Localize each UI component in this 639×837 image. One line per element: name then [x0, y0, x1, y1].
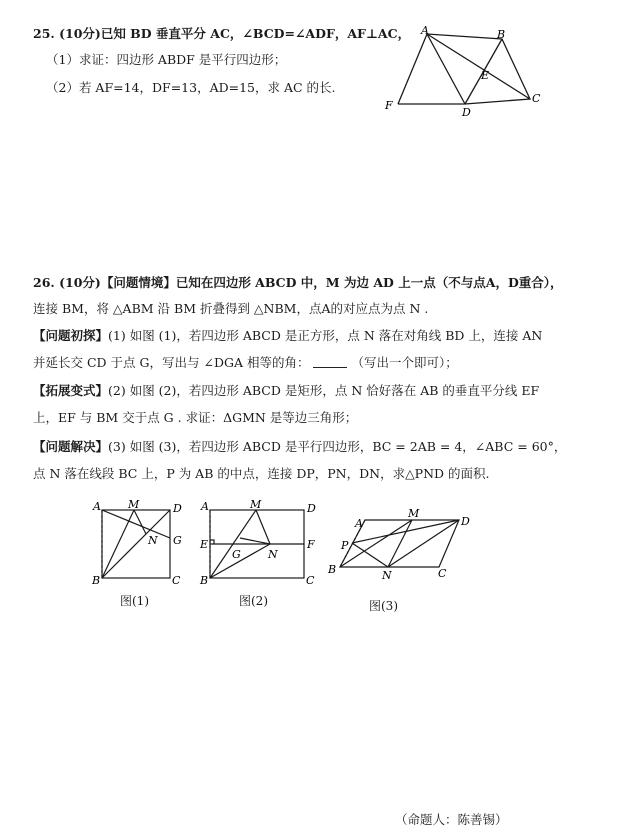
q26-line3	[33, 328, 542, 344]
figure-1	[90, 498, 190, 588]
fig1-diag-BD	[102, 510, 170, 578]
fig1-label-D: D	[173, 502, 182, 515]
fig1-label-N: N	[148, 534, 158, 547]
figure-2-caption: 图(2)	[239, 594, 268, 608]
q26-line1: 26. (10分)【问题情境】已知在四边形 ABCD 中，M 为边 AD 上一点（不与点A，D重合），	[33, 275, 563, 290]
q26-line7	[33, 439, 566, 455]
fig2-label-B: B	[200, 574, 209, 587]
fig3-label-C: C	[438, 567, 447, 580]
fig2-seg-GN	[240, 538, 270, 544]
q26-line4	[33, 355, 458, 371]
figure-3	[322, 505, 487, 595]
q25-line1: 25. (10分)已知 BD 垂直平分 AC，∠BCD=∠ADF，AF⊥AC，	[33, 26, 411, 41]
fig1-seg-MN	[134, 510, 146, 534]
fig2-label-D: D	[307, 502, 316, 515]
figure-3-caption: 图(3)	[369, 599, 398, 613]
q26-line2: 连接 BM，将 △ABM 沿 BM 折叠得到 △NBM，点A的对应点为点 N .	[33, 301, 429, 316]
q25-line2: （1）求证：四边形 ABDF 是平行四边形；	[46, 52, 287, 67]
fig2-seg-MN	[256, 510, 270, 544]
q26-tag-explore: 【问题初探】	[33, 328, 109, 343]
q25-label-D: D	[462, 106, 471, 117]
q26-line4-note: （写出一个即可）；	[351, 355, 458, 370]
figure-2	[198, 498, 323, 588]
fig2-label-E: E	[200, 538, 209, 551]
q26-line8: 点 N 落在线段 BC 上，P 为 AB 的中点，连接 DP，PN，DN，求△PND 的面积.	[33, 466, 490, 481]
figure-1-caption: 图(1)	[120, 594, 149, 608]
q25-label-B: B	[497, 28, 506, 41]
q26-line3-text: (1) 如图 (1)，若四边形 ABCD 是正方形，点 N 落在对角线 BD 上，连接 AN	[108, 328, 543, 343]
fig1-label-G: G	[173, 534, 182, 547]
q25-figure	[375, 22, 550, 117]
q26-line5	[33, 383, 539, 399]
q26-line5-text: (2) 如图 (2)，若四边形 ABCD 是矩形，点 N 恰好落在 AB 的垂直平分线 EF	[108, 383, 540, 398]
q25-label-C: C	[532, 92, 541, 105]
fig3-label-B: B	[328, 563, 337, 576]
q26-tag-extend: 【拓展变式】	[33, 383, 109, 398]
fig3-label-N: N	[382, 569, 392, 582]
q25-line3: （2）若 AF=14，DF=13，AD=15，求 AC 的长.	[46, 80, 336, 95]
fig1-label-A: A	[93, 500, 101, 513]
fig3-label-M: M	[408, 507, 420, 520]
q25-label-E: E	[481, 69, 490, 82]
fig2-label-A: A	[201, 500, 209, 513]
fig1-label-M: M	[128, 498, 140, 511]
q26-line7-text: (3) 如图 (3)，若四边形 ABCD 是平行四边形，BC = 2AB = 4，∠ABC = 60°，	[108, 439, 567, 454]
q25-seg-AD	[427, 34, 465, 104]
fig3-seg-BM	[340, 520, 412, 567]
answer-blank	[313, 355, 347, 368]
fig2-label-C: C	[306, 574, 315, 587]
q26-line6: 上，EF 与 BM 交于点 G . 求证：ΔGMN 是等边三角形；	[33, 410, 358, 425]
fig3-label-D: D	[461, 515, 470, 528]
q26-line4-text: 并延长交 CD 于点 G，写出与 ∠DGA 相等的角：	[33, 355, 310, 370]
q26-tag-solve: 【问题解决】	[33, 439, 109, 454]
q25-outline	[398, 34, 530, 104]
fig3-label-A: A	[355, 517, 363, 530]
q25-label-A: A	[421, 24, 429, 37]
fig3-seg-MN	[388, 520, 412, 567]
fig2-label-N: N	[268, 548, 278, 561]
footer-author: （命题人：陈善锡）	[395, 812, 508, 827]
fig2-label-F: F	[307, 538, 315, 551]
fig2-label-G: G	[232, 548, 241, 561]
fig1-label-B: B	[92, 574, 101, 587]
fig2-label-M: M	[250, 498, 262, 511]
q25-label-F: F	[385, 99, 393, 112]
fig1-seg-BM	[102, 510, 134, 578]
fig3-label-P: P	[341, 539, 349, 552]
fig1-label-C: C	[172, 574, 181, 587]
